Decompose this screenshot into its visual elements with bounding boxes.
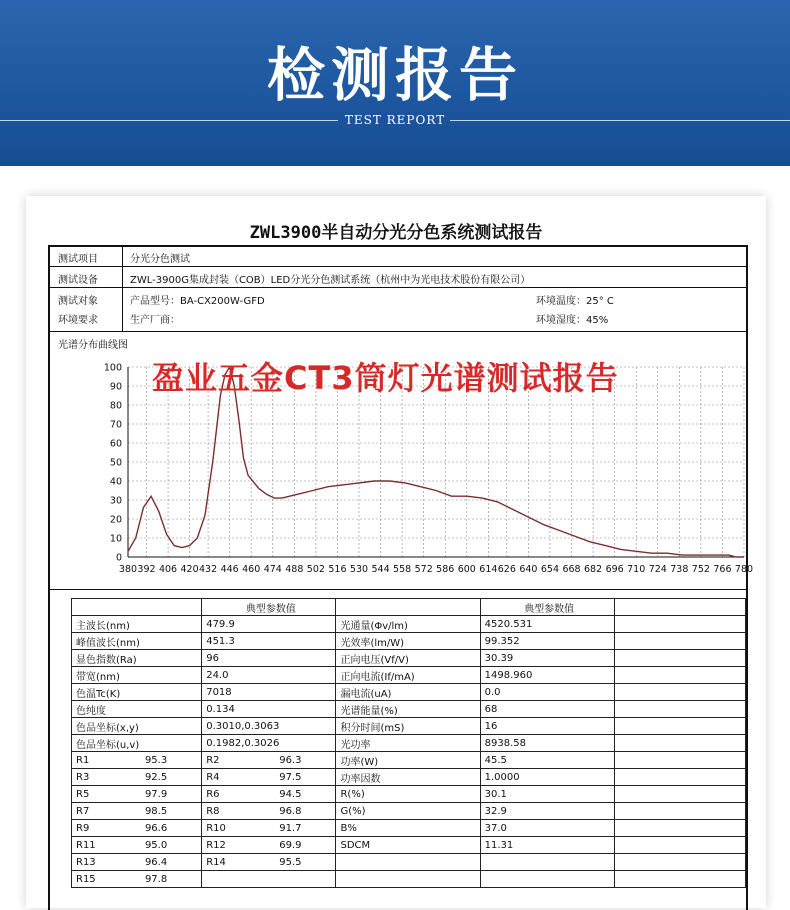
table-row — [72, 718, 746, 735]
y-tick-label: 40 — [109, 476, 122, 488]
param-name — [336, 871, 480, 888]
param-value: 32.9 — [480, 803, 614, 820]
label-test-item: 测试项目 — [58, 254, 98, 265]
table-row — [72, 684, 746, 701]
param-name: 色品坐标(u,v) — [72, 735, 202, 752]
x-tick-label: 488 — [285, 564, 304, 575]
param-name: 色品坐标(x,y) — [72, 718, 202, 735]
cri-cell — [72, 786, 202, 803]
cri-cell — [202, 871, 336, 888]
param-value: 1.0000 — [480, 769, 614, 786]
x-tick-label: 710 — [627, 564, 646, 575]
param-value: 37.0 — [480, 820, 614, 837]
param-value: 68 — [480, 701, 614, 718]
empty-cell — [614, 701, 745, 718]
param-name: 主波长(nm) — [72, 616, 202, 633]
x-tick-label: 586 — [436, 564, 455, 575]
x-tick-label: 752 — [691, 564, 710, 575]
param-name: G(%) — [336, 803, 480, 820]
x-tick-label: 668 — [562, 564, 581, 575]
x-tick-label: 446 — [220, 564, 239, 575]
table-row — [72, 769, 746, 786]
empty-cell — [614, 616, 745, 633]
cri-name: R15 — [76, 873, 96, 885]
cri-cell — [72, 871, 202, 888]
cri-value: 96.3 — [279, 754, 302, 766]
empty-cell — [614, 752, 745, 769]
empty-cell — [614, 684, 745, 701]
cri-cell — [72, 803, 202, 820]
x-tick-label: 724 — [648, 564, 667, 575]
param-value: 11.31 — [480, 837, 614, 854]
param-value: 30.39 — [480, 650, 614, 667]
table-row — [72, 701, 746, 718]
row-divider — [50, 287, 746, 288]
y-tick-label: 80 — [109, 400, 122, 412]
chart-section-label: 光谱分布曲线图 — [58, 340, 128, 351]
y-tick-label: 0 — [115, 552, 122, 564]
x-tick-label: 780 — [734, 564, 754, 575]
table-row — [72, 786, 746, 803]
param-name: 功率(W) — [336, 752, 480, 769]
col-divider — [122, 247, 123, 331]
header-typical-value: 典型参数值 — [480, 599, 614, 616]
empty-cell — [614, 854, 745, 871]
overlay-title: 盈业五金CT3筒灯光谱测试报告 — [152, 359, 619, 397]
x-tick-label: 392 — [137, 564, 156, 575]
table-row — [72, 650, 746, 667]
table-row — [72, 854, 746, 871]
x-tick-label: 696 — [605, 564, 624, 575]
param-value: 96 — [202, 650, 336, 667]
empty-cell — [614, 769, 745, 786]
empty-cell — [614, 667, 745, 684]
x-tick-label: 474 — [263, 564, 282, 575]
param-value: 0.0 — [480, 684, 614, 701]
empty-cell — [614, 718, 745, 735]
cri-cell — [72, 820, 202, 837]
empty-cell — [614, 786, 745, 803]
param-name: 漏电流(uA) — [336, 684, 480, 701]
param-name: 色纯度 — [72, 701, 202, 718]
x-tick-label: 406 — [158, 564, 178, 575]
param-name: 光功率 — [336, 735, 480, 752]
empty-cell — [614, 735, 745, 752]
param-value: 4520.531 — [480, 616, 614, 633]
y-tick-label: 100 — [103, 362, 122, 374]
x-tick-label: 420 — [180, 564, 199, 575]
param-value: 7018 — [202, 684, 336, 701]
param-value — [480, 854, 614, 871]
param-value: 24.0 — [202, 667, 336, 684]
y-tick-label: 10 — [109, 533, 122, 545]
params-table — [71, 598, 746, 888]
cri-cell — [202, 803, 336, 820]
y-tick-label: 60 — [109, 438, 122, 450]
param-name: 正向电流(If/mA) — [336, 667, 480, 684]
param-value: 45.5 — [480, 752, 614, 769]
cri-cell — [202, 769, 336, 786]
param-value: 1498.960 — [480, 667, 614, 684]
empty-cell — [614, 837, 745, 854]
x-tick-label: 572 — [414, 564, 433, 575]
x-tick-label: 738 — [670, 564, 689, 575]
cri-value: 91.7 — [279, 822, 302, 834]
header-banner — [0, 0, 790, 166]
cri-name: R14 — [206, 856, 226, 868]
cri-cell — [202, 837, 336, 854]
x-tick-label: 600 — [457, 564, 476, 575]
value-test-device: ZWL-3900G集成封装（COB）LED分光分色测试系统（杭州中为光电技术股份有限公司） — [130, 275, 531, 286]
cri-name: R7 — [76, 805, 90, 817]
param-value: 30.1 — [480, 786, 614, 803]
param-name: 色温Tc(K) — [72, 684, 202, 701]
cri-cell — [72, 752, 202, 769]
cri-value: 95.0 — [144, 839, 168, 851]
param-name: 积分时间(mS) — [336, 718, 480, 735]
cri-value: 96.8 — [279, 805, 302, 817]
report-title: ZWL3900半自动分光分色系统测试报告 — [249, 223, 543, 243]
cri-name: R11 — [76, 839, 96, 851]
cri-cell — [202, 752, 336, 769]
param-value: 99.352 — [480, 633, 614, 650]
params-grid — [71, 598, 746, 888]
x-tick-label: 460 — [242, 564, 261, 575]
ambient-humidity: 环境湿度：45% — [536, 315, 609, 326]
cri-name: R13 — [76, 856, 96, 868]
cri-cell — [202, 854, 336, 871]
x-tick-label: 640 — [519, 564, 538, 575]
param-name: 带宽(nm) — [72, 667, 202, 684]
param-value: 0.3010,0.3063 — [202, 718, 336, 735]
empty-cell — [614, 871, 745, 888]
x-tick-label: 502 — [306, 564, 325, 575]
cri-name: R1 — [76, 754, 90, 766]
param-name: 光谱能量(%) — [336, 701, 480, 718]
cri-name: R3 — [76, 771, 90, 783]
table-header-row — [72, 599, 746, 616]
banner-subtitle: TEST REPORT — [344, 113, 446, 127]
param-name: R(%) — [336, 786, 480, 803]
cri-value: 69.9 — [279, 839, 302, 851]
y-tick-label: 30 — [109, 495, 122, 507]
banner-title: 检测报告 — [266, 41, 523, 109]
cri-name: R6 — [206, 788, 220, 800]
cri-name: R12 — [206, 839, 226, 851]
cri-cell — [72, 769, 202, 786]
label-env: 环境要求 — [58, 315, 98, 326]
header-empty — [614, 599, 745, 616]
cri-name: R9 — [76, 822, 90, 834]
table-row — [72, 667, 746, 684]
cri-value: 97.8 — [144, 873, 168, 885]
cri-value: 92.5 — [144, 771, 168, 783]
param-name: B% — [336, 820, 480, 837]
y-tick-label: 20 — [109, 514, 122, 526]
param-name: 功率因数 — [336, 769, 480, 786]
x-tick-label: 516 — [328, 564, 347, 575]
empty-cell — [614, 650, 745, 667]
param-value: 451.3 — [202, 633, 336, 650]
cri-value: 96.6 — [144, 822, 168, 834]
report-sheet — [26, 196, 766, 908]
cri-cell — [202, 820, 336, 837]
param-name — [336, 854, 480, 871]
empty-cell — [614, 633, 745, 650]
empty-cell — [614, 820, 745, 837]
header-typical-value: 典型参数值 — [202, 599, 336, 616]
x-tick-label: 558 — [393, 564, 412, 575]
table-row — [72, 837, 746, 854]
x-tick-label: 614 — [479, 564, 498, 575]
row-divider — [50, 589, 746, 590]
x-tick-label: 432 — [199, 564, 218, 575]
cri-cell — [72, 854, 202, 871]
y-tick-label: 90 — [109, 381, 122, 393]
divider-right — [450, 120, 790, 121]
cri-name: R5 — [76, 788, 90, 800]
table-row — [72, 633, 746, 650]
param-name: 光通量(Φv/lm) — [336, 616, 480, 633]
table-row — [72, 752, 746, 769]
row-divider — [50, 266, 746, 267]
x-tick-label: 530 — [349, 564, 369, 575]
param-name: 正向电压(Vf/V) — [336, 650, 480, 667]
x-tick-label: 380 — [118, 564, 138, 575]
param-name: SDCM — [336, 837, 480, 854]
x-tick-label: 654 — [540, 564, 560, 575]
x-tick-label: 544 — [371, 564, 390, 575]
cri-name: R8 — [206, 805, 220, 817]
header-empty — [72, 599, 202, 616]
row-divider — [50, 331, 746, 332]
manufacturer: 生产厂商： — [130, 315, 180, 326]
cri-value: 94.5 — [279, 788, 302, 800]
param-value: 16 — [480, 718, 614, 735]
table-row — [72, 820, 746, 837]
cri-value: 98.5 — [144, 805, 168, 817]
param-value: 0.134 — [202, 701, 336, 718]
x-tick-label: 766 — [713, 564, 732, 575]
cri-value: 95.3 — [144, 754, 168, 766]
y-tick-label: 50 — [109, 457, 122, 469]
param-name: 光效率(lm/W) — [336, 633, 480, 650]
y-tick-label: 70 — [109, 419, 122, 431]
cri-value: 97.5 — [279, 771, 302, 783]
report-frame — [48, 245, 754, 910]
empty-cell — [614, 803, 745, 820]
product-model: 产品型号：BA-CX200W-GFD — [130, 296, 265, 307]
param-value: 479.9 — [202, 616, 336, 633]
cri-value: 96.4 — [144, 856, 168, 868]
param-value: 8938.58 — [480, 735, 614, 752]
param-value: 0.1982,0.3026 — [202, 735, 336, 752]
cri-value: 97.9 — [144, 788, 168, 800]
cri-cell — [202, 786, 336, 803]
table-row — [72, 871, 746, 888]
cri-value: 95.5 — [279, 856, 302, 868]
table-row — [72, 735, 746, 752]
value-test-item: 分光分色测试 — [130, 254, 190, 265]
label-test-object: 测试对象 — [58, 296, 98, 307]
cri-cell — [72, 837, 202, 854]
label-test-device: 测试设备 — [58, 275, 98, 286]
ambient-temperature: 环境温度：25° C — [536, 296, 614, 307]
cri-name: R4 — [206, 771, 220, 783]
cri-name: R2 — [206, 754, 220, 766]
table-row — [72, 803, 746, 820]
header-empty — [336, 599, 480, 616]
x-tick-label: 682 — [584, 564, 603, 575]
param-value — [480, 871, 614, 888]
table-row — [72, 616, 746, 633]
cri-name: R10 — [206, 822, 226, 834]
x-tick-label: 626 — [497, 564, 516, 575]
param-name: 显色指数(Ra) — [72, 650, 202, 667]
param-name: 峰值波长(nm) — [72, 633, 202, 650]
